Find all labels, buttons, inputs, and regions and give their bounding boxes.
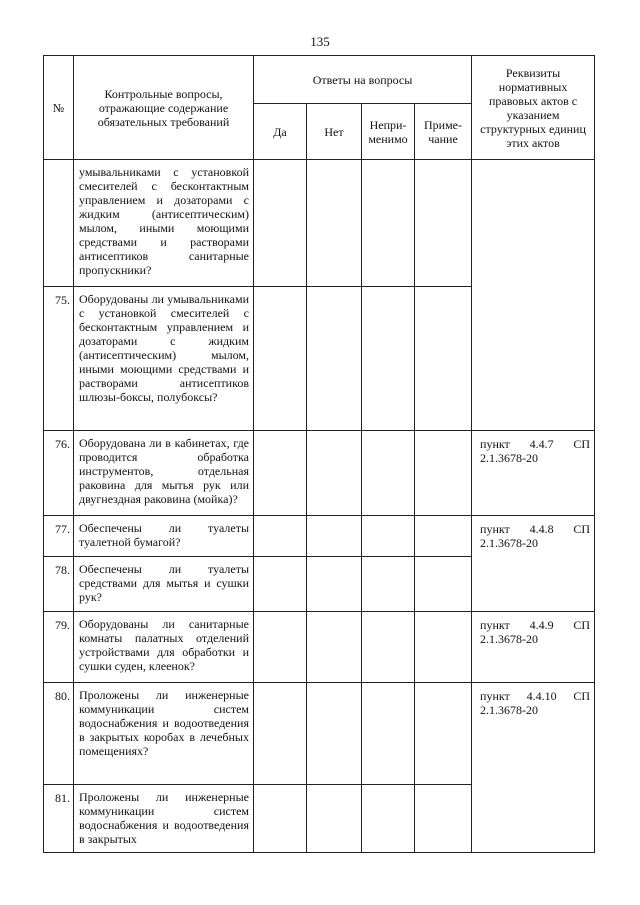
row-question: Проложены ли инженерные коммуникации систем водоснабжения и водоотведения в закрытых (74, 785, 254, 853)
answer-no-cell[interactable] (307, 431, 362, 516)
row-question: Проложены ли инженерные коммуникации систем водоснабжения и водоотведения в закрытых коробах в лечебных помещениях? (74, 683, 254, 785)
row-number: 80. (44, 683, 74, 785)
answer-no-cell[interactable] (307, 287, 362, 431)
row-number (44, 160, 74, 287)
answer-note-cell[interactable] (415, 557, 472, 612)
answer-no-cell[interactable] (307, 160, 362, 287)
answer-note-cell[interactable] (415, 683, 472, 785)
row-number: 76. (44, 431, 74, 516)
answer-yes-cell[interactable] (254, 683, 307, 785)
header-requisites: Реквизиты нормативных правовых актов с указанием структурных единиц этих актов (472, 56, 595, 160)
answer-na-cell[interactable] (362, 612, 415, 683)
answer-no-cell[interactable] (307, 557, 362, 612)
row-question: Оборудована ли в кабинетах, где проводится обработка инструментов, отдельная раковина для мытья рук или двугнездная раковина (мойка)? (74, 431, 254, 516)
row-number: 77. (44, 516, 74, 557)
row-number: 81. (44, 785, 74, 853)
answer-no-cell[interactable] (307, 516, 362, 557)
table-row (44, 516, 595, 557)
row-question: умывальниками с установкой смесителей с бесконтактным управлением и дозаторами с жидким (антисептическим) мылом, иными моющими средствами и растворами антисептиков санитарные пропускники? (74, 160, 254, 287)
row-number: 78. (44, 557, 74, 612)
answer-na-cell[interactable] (362, 785, 415, 853)
row-question: Обеспечены ли туалеты туалетной бумагой? (74, 516, 254, 557)
row-requisites: пункт 4.4.9 СП 2.1.3678-20 (472, 612, 595, 683)
header-yes: Да (254, 104, 307, 160)
answer-no-cell[interactable] (307, 785, 362, 853)
header-note: Приме-чание (415, 104, 472, 160)
row-requisites: пункт 4.4.8 СП 2.1.3678-20 (472, 516, 595, 612)
row-number: 79. (44, 612, 74, 683)
header-questions: Контрольные вопросы, отражающие содержание обязательных требований (74, 56, 254, 160)
row-requisites (472, 160, 595, 431)
header-row-1 (44, 56, 595, 104)
answer-note-cell[interactable] (415, 160, 472, 287)
answer-note-cell[interactable] (415, 516, 472, 557)
answer-na-cell[interactable] (362, 431, 415, 516)
answer-yes-cell[interactable] (254, 287, 307, 431)
page-number: 135 (310, 34, 330, 49)
answer-note-cell[interactable] (415, 612, 472, 683)
row-requisites: пункт 4.4.10 СП 2.1.3678-20 (472, 683, 595, 853)
answer-yes-cell[interactable] (254, 160, 307, 287)
row-requisites: пункт 4.4.7 СП 2.1.3678-20 (472, 431, 595, 516)
answer-na-cell[interactable] (362, 287, 415, 431)
table-row (44, 431, 595, 516)
header-answers: Ответы на вопросы (254, 56, 472, 104)
table-row (44, 683, 595, 785)
answer-yes-cell[interactable] (254, 612, 307, 683)
row-question: Оборудованы ли санитарные комнаты палатных отделений устройствами для обработки и сушки суден, клеенок? (74, 612, 254, 683)
header-na: Непри-менимо (362, 104, 415, 160)
header-num: № (44, 56, 74, 160)
answer-yes-cell[interactable] (254, 516, 307, 557)
checklist-table (43, 55, 595, 853)
answer-na-cell[interactable] (362, 683, 415, 785)
answer-na-cell[interactable] (362, 516, 415, 557)
answer-note-cell[interactable] (415, 287, 472, 431)
header-no: Нет (307, 104, 362, 160)
table-row (44, 160, 595, 287)
table-row (44, 612, 595, 683)
answer-note-cell[interactable] (415, 431, 472, 516)
answer-yes-cell[interactable] (254, 785, 307, 853)
row-question: Оборудованы ли умывальниками с установкой смесителей с бесконтактным управлением и дозаторами с жидким (антисептическим) мылом, иными моющими средствами и растворами антисептиков шлюзы-боксы, полубоксы? (74, 287, 254, 431)
answer-yes-cell[interactable] (254, 557, 307, 612)
answer-na-cell[interactable] (362, 160, 415, 287)
answer-yes-cell[interactable] (254, 431, 307, 516)
answer-no-cell[interactable] (307, 612, 362, 683)
answer-na-cell[interactable] (362, 557, 415, 612)
answer-note-cell[interactable] (415, 785, 472, 853)
answer-no-cell[interactable] (307, 683, 362, 785)
row-question: Обеспечены ли туалеты средствами для мытья и сушки рук? (74, 557, 254, 612)
row-number: 75. (44, 287, 74, 431)
